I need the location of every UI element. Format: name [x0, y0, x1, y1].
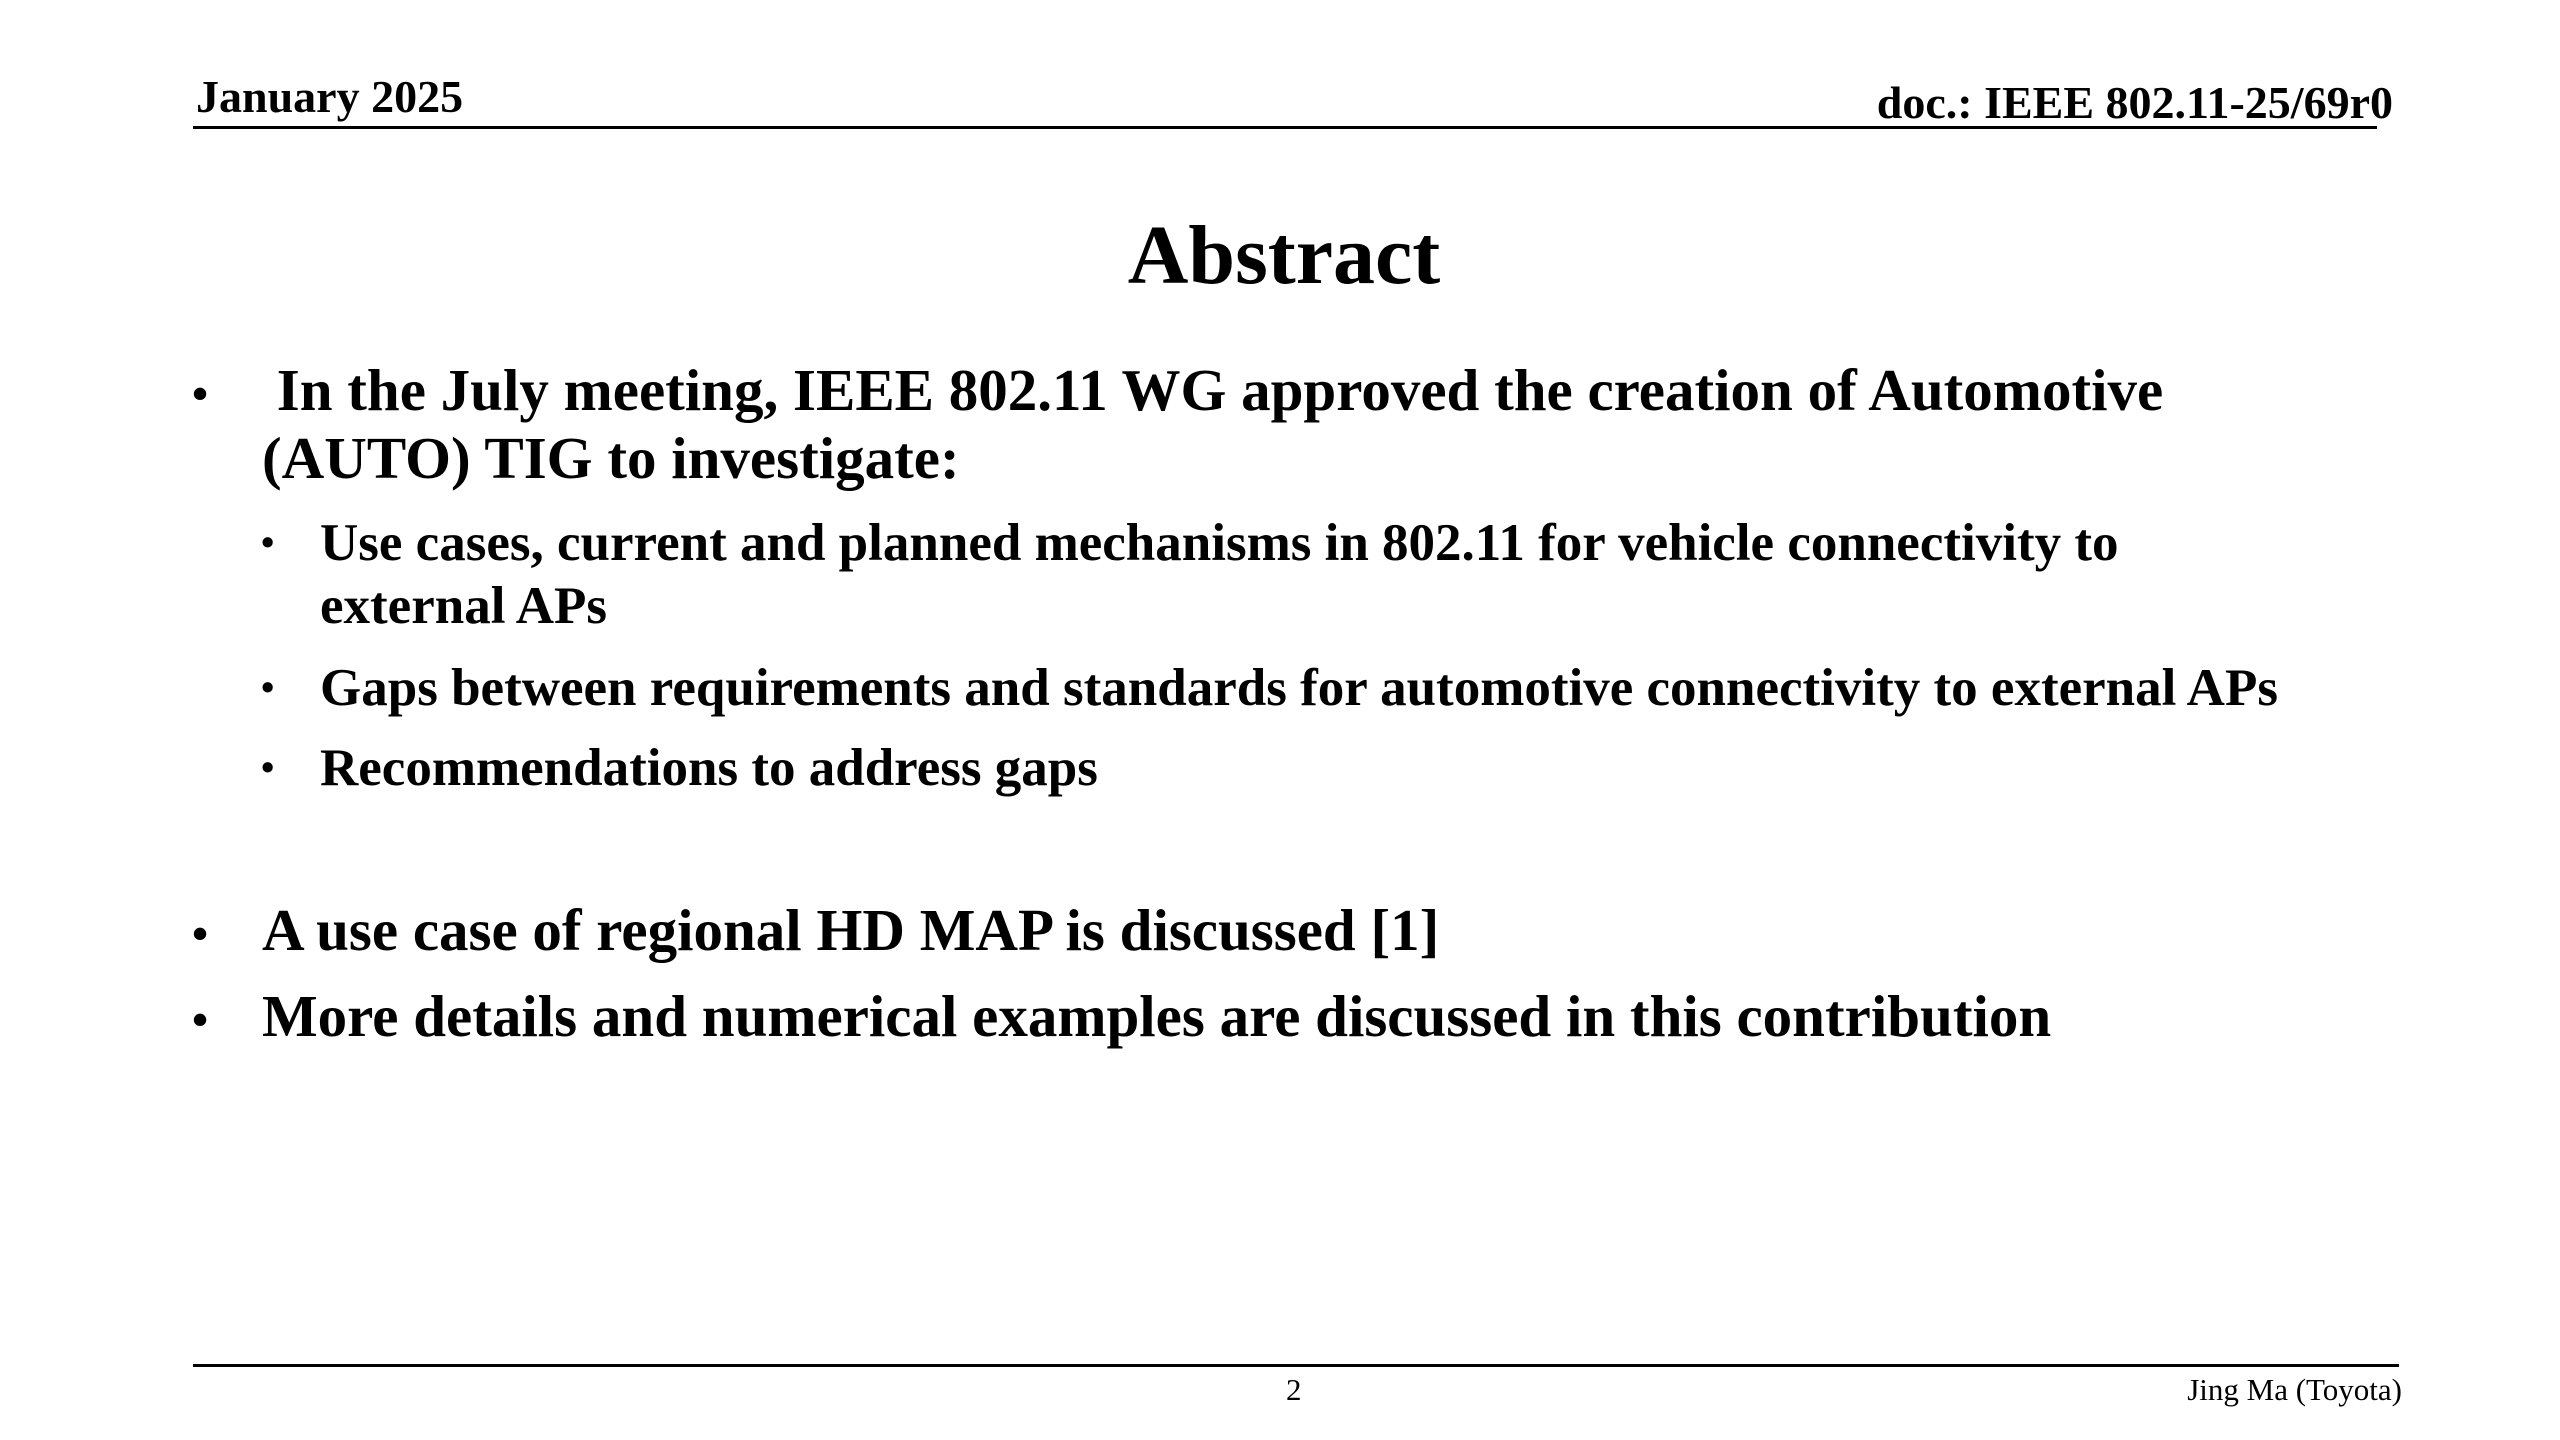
- sub-bullet-1-line-2: external APs: [320, 577, 608, 635]
- bullet-1-line-2: (AUTO) TIG to investigate:: [262, 425, 960, 491]
- bullet-2-line-1: A use case of regional HD MAP is discussed [1]: [262, 897, 1440, 963]
- page-number: 2: [1286, 1372, 1302, 1407]
- bullet-marker: •: [192, 908, 209, 959]
- bullet-1-line-1: In the July meeting, IEEE 802.11 WG approved the creation of Automotive: [262, 357, 2164, 423]
- sub-bullet-1-line-1: Use cases, current and planned mechanisms in 802.11 for vehicle connectivity to: [320, 514, 2119, 572]
- footer-author: Jing Ma (Toyota): [2187, 1372, 2402, 1407]
- bullet-3-line-1: More details and numerical examples are discussed in this contribution: [262, 983, 2052, 1049]
- header-date: January 2025: [196, 71, 464, 122]
- header-divider: [193, 126, 2377, 129]
- bullet-marker: •: [192, 368, 209, 419]
- sub-bullet-marker: •: [261, 522, 275, 564]
- footer-divider: [193, 1364, 2399, 1367]
- slide-title: Abstract: [1127, 209, 1441, 302]
- header-doc-id: doc.: IEEE 802.11-25/69r0: [1876, 77, 2393, 128]
- sub-bullet-marker: •: [261, 747, 275, 789]
- sub-bullet-2-line-1: Gaps between requirements and standards for automotive connectivity to external APs: [320, 659, 2278, 717]
- sub-bullet-3-line-1: Recommendations to address gaps: [320, 739, 1098, 797]
- sub-bullet-marker: •: [261, 667, 275, 709]
- bullet-marker: •: [192, 994, 209, 1045]
